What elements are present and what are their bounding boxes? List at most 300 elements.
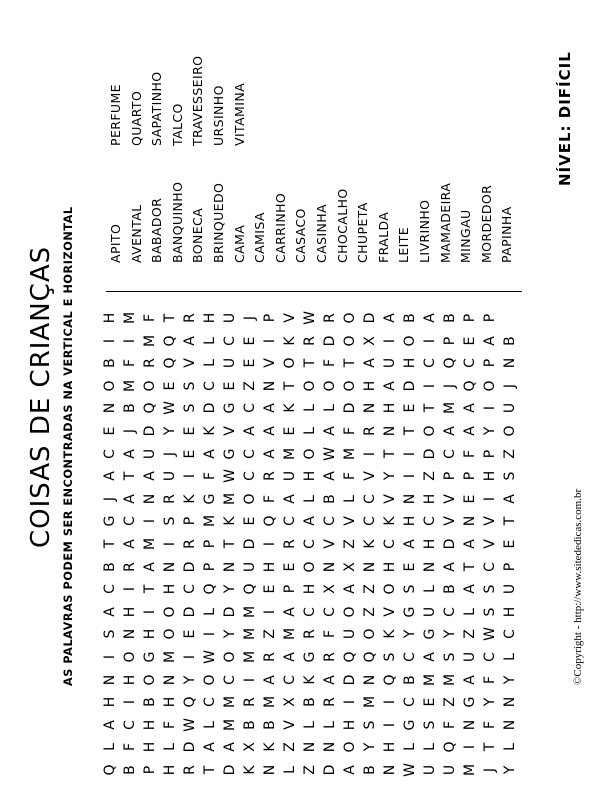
grid-letter[interactable]: N <box>502 357 518 369</box>
grid-letter[interactable]: F <box>142 313 158 323</box>
grid-letter[interactable]: R <box>262 471 278 482</box>
grid-letter[interactable]: M <box>222 492 238 505</box>
grid-letter[interactable]: H <box>402 516 418 527</box>
grid-letter[interactable]: I <box>242 677 258 682</box>
grid-letter[interactable]: H <box>502 606 518 618</box>
grid-letter[interactable]: D <box>402 380 418 392</box>
grid-letter[interactable]: O <box>282 357 298 369</box>
grid-letter[interactable]: E <box>102 426 118 436</box>
grid-letter[interactable]: C <box>482 652 498 662</box>
grid-letter[interactable]: X <box>362 335 378 346</box>
grid-letter[interactable]: Q <box>102 764 118 776</box>
grid-letter[interactable]: F <box>482 720 498 729</box>
grid-letter[interactable]: L <box>422 585 438 594</box>
grid-letter[interactable]: C <box>422 358 438 369</box>
grid-letter[interactable]: P <box>462 471 478 481</box>
grid-letter[interactable]: L <box>462 607 478 616</box>
grid-letter[interactable]: O <box>162 628 178 640</box>
grid-letter[interactable]: V <box>282 720 298 730</box>
grid-letter[interactable]: C <box>322 516 338 527</box>
grid-letter[interactable]: T <box>122 471 138 481</box>
grid-letter[interactable]: A <box>282 494 298 504</box>
grid-letter[interactable]: C <box>482 561 498 572</box>
grid-letter[interactable]: P <box>482 313 498 323</box>
grid-letter[interactable]: I <box>402 451 418 456</box>
grid-letter[interactable]: H <box>382 561 398 572</box>
grid-letter[interactable]: Z <box>302 765 318 775</box>
grid-letter[interactable]: T <box>142 584 158 594</box>
grid-letter[interactable]: M <box>222 718 238 731</box>
grid-letter[interactable]: Y <box>402 630 418 639</box>
grid-letter[interactable]: N <box>462 719 478 731</box>
grid-letter[interactable]: K <box>282 336 298 346</box>
grid-letter[interactable]: E <box>462 336 478 346</box>
grid-letter[interactable]: N <box>102 403 118 414</box>
grid-letter[interactable]: N <box>142 493 158 505</box>
grid-letter[interactable]: U <box>162 471 178 482</box>
grid-letter[interactable]: U <box>382 358 398 369</box>
grid-letter[interactable]: V <box>342 516 358 527</box>
grid-letter[interactable]: C <box>102 448 118 459</box>
grid-letter[interactable]: H <box>402 357 418 369</box>
grid-letter[interactable]: D <box>322 764 338 776</box>
grid-letter[interactable]: D <box>222 606 238 618</box>
grid-letter[interactable]: R <box>302 629 318 640</box>
grid-letter[interactable]: B <box>442 584 458 594</box>
grid-letter[interactable]: H <box>422 493 438 505</box>
grid-letter[interactable]: H <box>162 764 178 776</box>
grid-letter[interactable]: A <box>282 652 298 662</box>
grid-letter[interactable]: G <box>462 696 478 708</box>
grid-letter[interactable]: A <box>422 652 438 662</box>
grid-letter[interactable]: F <box>322 630 338 639</box>
grid-letter[interactable]: R <box>322 652 338 662</box>
grid-letter[interactable]: L <box>322 720 338 729</box>
grid-letter[interactable]: U <box>342 629 358 640</box>
grid-letter[interactable]: S <box>162 516 178 526</box>
grid-letter[interactable]: M <box>282 447 298 460</box>
grid-letter[interactable]: V <box>442 516 458 527</box>
grid-letter[interactable]: C <box>502 629 518 640</box>
grid-letter[interactable]: B <box>122 765 138 775</box>
grid-letter[interactable]: N <box>322 561 338 572</box>
grid-letter[interactable]: Q <box>242 583 258 595</box>
grid-letter[interactable]: C <box>242 448 258 459</box>
grid-letter[interactable]: U <box>422 606 438 617</box>
grid-letter[interactable]: Q <box>342 651 358 663</box>
grid-letter[interactable]: D <box>242 538 258 550</box>
grid-letter[interactable]: V <box>282 313 298 323</box>
grid-letter[interactable]: I <box>482 406 498 411</box>
grid-letter[interactable]: G <box>222 402 238 414</box>
grid-letter[interactable]: R <box>242 697 258 708</box>
grid-letter[interactable]: I <box>102 654 118 660</box>
grid-letter[interactable]: O <box>202 674 218 686</box>
grid-letter[interactable]: B <box>262 720 278 730</box>
grid-letter[interactable]: W <box>202 650 218 664</box>
grid-letter[interactable]: Q <box>182 696 198 708</box>
grid-letter[interactable]: O <box>482 380 498 392</box>
grid-letter[interactable]: M <box>362 696 378 709</box>
grid-letter[interactable]: P <box>442 471 458 481</box>
grid-letter[interactable]: O <box>342 606 358 618</box>
grid-letter[interactable]: L <box>342 494 358 503</box>
grid-letter[interactable]: M <box>122 379 138 392</box>
grid-letter[interactable]: P <box>282 584 298 594</box>
grid-letter[interactable]: N <box>222 561 238 572</box>
grid-letter[interactable]: A <box>342 584 358 594</box>
grid-letter[interactable]: L <box>502 653 518 661</box>
grid-letter[interactable]: C <box>362 493 378 504</box>
grid-letter[interactable]: A <box>442 426 458 436</box>
grid-letter[interactable]: B <box>402 674 418 685</box>
grid-letter[interactable]: H <box>262 561 278 572</box>
grid-letter[interactable]: C <box>322 606 338 617</box>
grid-letter[interactable]: V <box>482 539 498 549</box>
grid-letter[interactable]: A <box>462 426 478 436</box>
grid-letter[interactable]: F <box>122 359 138 368</box>
grid-letter[interactable]: G <box>422 628 438 640</box>
grid-letter[interactable]: A <box>182 335 198 346</box>
grid-letter[interactable]: H <box>382 403 398 414</box>
grid-letter[interactable]: S <box>102 629 118 639</box>
grid-letter[interactable]: F <box>202 472 218 481</box>
grid-letter[interactable]: T <box>102 539 118 549</box>
grid-letter[interactable]: T <box>282 381 298 391</box>
grid-letter[interactable]: G <box>202 493 218 505</box>
grid-letter[interactable]: A <box>122 494 138 504</box>
grid-letter[interactable]: N <box>382 425 398 437</box>
grid-letter[interactable]: Y <box>362 743 378 752</box>
grid-letter[interactable]: T <box>422 404 438 413</box>
grid-letter[interactable]: P <box>482 358 498 368</box>
grid-letter[interactable]: L <box>302 494 318 503</box>
grid-letter[interactable]: P <box>442 336 458 345</box>
grid-letter[interactable]: X <box>282 697 298 707</box>
grid-letter[interactable]: N <box>262 380 278 392</box>
grid-letter[interactable]: R <box>302 335 318 346</box>
grid-letter[interactable]: Y <box>222 630 238 639</box>
grid-letter[interactable]: K <box>222 516 238 526</box>
grid-letter[interactable]: K <box>202 426 218 436</box>
grid-letter[interactable]: A <box>382 381 398 391</box>
grid-letter[interactable]: W <box>222 469 238 484</box>
grid-letter[interactable]: M <box>462 763 478 777</box>
grid-letter[interactable]: Q <box>162 357 178 369</box>
grid-letter[interactable]: B <box>242 720 258 730</box>
grid-letter[interactable]: M <box>142 537 158 551</box>
grid-letter[interactable]: B <box>402 313 418 323</box>
grid-letter[interactable]: G <box>102 515 118 527</box>
grid-letter[interactable]: C <box>442 606 458 617</box>
grid-letter[interactable]: X <box>342 561 358 572</box>
grid-letter[interactable]: E <box>182 449 198 459</box>
grid-letter[interactable]: D <box>362 312 378 324</box>
grid-letter[interactable]: A <box>442 561 458 572</box>
grid-letter[interactable]: F <box>342 472 358 481</box>
grid-letter[interactable]: X <box>322 584 338 594</box>
grid-letter[interactable]: I <box>162 541 178 547</box>
grid-letter[interactable]: A <box>462 584 478 594</box>
grid-letter[interactable]: A <box>502 494 518 504</box>
grid-letter[interactable]: C <box>282 516 298 527</box>
grid-letter[interactable]: I <box>182 654 198 660</box>
grid-letter[interactable]: E <box>462 494 478 504</box>
grid-letter[interactable]: B <box>302 697 318 707</box>
grid-letter[interactable]: Y <box>442 630 458 639</box>
grid-letter[interactable]: Y <box>502 675 518 684</box>
grid-letter[interactable]: T <box>462 562 478 571</box>
grid-letter[interactable]: H <box>122 606 138 618</box>
grid-letter[interactable]: R <box>262 652 278 662</box>
grid-letter[interactable]: F <box>162 720 178 729</box>
grid-letter[interactable]: A <box>482 335 498 346</box>
grid-letter[interactable]: N <box>402 493 418 505</box>
grid-letter[interactable]: N <box>502 696 518 708</box>
grid-letter[interactable]: M <box>242 650 258 664</box>
grid-letter[interactable]: A <box>462 403 478 414</box>
grid-letter[interactable]: X <box>242 742 258 753</box>
grid-letter[interactable]: I <box>402 474 418 479</box>
grid-letter[interactable]: Q <box>262 515 278 527</box>
grid-letter[interactable]: Y <box>162 426 178 436</box>
grid-letter[interactable]: U <box>142 448 158 459</box>
grid-letter[interactable]: E <box>162 381 178 391</box>
grid-letter[interactable]: C <box>282 674 298 685</box>
grid-letter[interactable]: R <box>182 539 198 549</box>
grid-letter[interactable]: V <box>382 494 398 504</box>
grid-letter[interactable]: F <box>322 359 338 368</box>
grid-letter[interactable]: L <box>202 336 218 345</box>
grid-letter[interactable]: Y <box>502 765 518 775</box>
grid-letter[interactable]: A <box>202 448 218 459</box>
grid-letter[interactable]: I <box>262 609 278 614</box>
grid-letter[interactable]: C <box>122 719 138 730</box>
grid-letter[interactable]: O <box>402 335 418 347</box>
grid-letter[interactable]: U <box>222 358 238 369</box>
grid-letter[interactable]: S <box>482 607 498 617</box>
grid-letter[interactable]: U <box>422 764 438 776</box>
grid-letter[interactable]: G <box>402 719 418 731</box>
grid-letter[interactable]: I <box>362 451 378 456</box>
grid-letter[interactable]: J <box>162 451 178 456</box>
grid-letter[interactable]: H <box>102 696 118 708</box>
grid-letter[interactable]: E <box>282 562 298 572</box>
grid-letter[interactable]: E <box>262 584 278 594</box>
grid-letter[interactable]: D <box>202 403 218 414</box>
grid-letter[interactable]: D <box>182 742 198 753</box>
grid-letter[interactable]: U <box>282 471 298 482</box>
grid-letter[interactable]: D <box>322 335 338 346</box>
grid-letter[interactable]: A <box>202 742 218 753</box>
grid-letter[interactable]: N <box>262 764 278 776</box>
grid-letter[interactable]: A <box>322 471 338 481</box>
grid-letter[interactable]: T <box>162 313 178 323</box>
grid-letter[interactable]: F <box>262 494 278 503</box>
grid-letter[interactable]: V <box>222 426 238 436</box>
grid-letter[interactable]: I <box>202 632 218 637</box>
grid-letter[interactable]: N <box>162 561 178 572</box>
grid-letter[interactable]: M <box>222 696 238 709</box>
grid-letter[interactable]: I <box>382 700 398 705</box>
grid-letter[interactable]: R <box>362 426 378 436</box>
grid-letter[interactable]: M <box>442 402 458 415</box>
grid-letter[interactable]: G <box>142 651 158 663</box>
grid-letter[interactable]: P <box>182 517 198 526</box>
grid-letter[interactable]: N <box>122 629 138 640</box>
grid-letter[interactable]: T <box>402 426 418 436</box>
grid-letter[interactable]: J <box>502 383 518 388</box>
grid-letter[interactable]: C <box>202 697 218 708</box>
grid-letter[interactable]: U <box>502 584 518 595</box>
grid-letter[interactable]: I <box>382 338 398 343</box>
grid-letter[interactable]: K <box>302 675 318 685</box>
grid-letter[interactable]: L <box>162 743 178 752</box>
grid-letter[interactable]: B <box>122 403 138 414</box>
grid-letter[interactable]: O <box>422 425 438 437</box>
grid-letter[interactable]: A <box>342 765 358 775</box>
grid-letter[interactable]: C <box>182 584 198 595</box>
grid-letter[interactable]: J <box>122 428 138 434</box>
grid-letter[interactable]: L <box>202 359 218 368</box>
grid-letter[interactable]: Z <box>502 448 518 459</box>
grid-letter[interactable]: V <box>442 494 458 504</box>
grid-letter[interactable]: M <box>262 696 278 709</box>
grid-letter[interactable]: Z <box>362 584 378 594</box>
grid-letter[interactable]: A <box>262 426 278 436</box>
grid-letter[interactable]: T <box>382 449 398 458</box>
grid-letter[interactable]: Q <box>462 380 478 392</box>
grid-letter[interactable]: A <box>382 313 398 323</box>
grid-letter[interactable]: M <box>142 334 158 347</box>
grid-letter[interactable]: M <box>122 311 138 325</box>
grid-letter[interactable]: I <box>462 745 478 750</box>
grid-letter[interactable]: H <box>102 312 118 324</box>
grid-letter[interactable]: N <box>502 719 518 731</box>
grid-letter[interactable]: M <box>242 605 258 618</box>
grid-letter[interactable]: C <box>242 471 258 482</box>
grid-letter[interactable]: C <box>402 652 418 662</box>
grid-letter[interactable]: R <box>182 765 198 775</box>
grid-letter[interactable]: K <box>362 539 378 549</box>
grid-letter[interactable]: L <box>302 720 318 729</box>
grid-letter[interactable]: Q <box>162 335 178 347</box>
grid-letter[interactable]: B <box>322 494 338 504</box>
grid-letter[interactable]: I <box>422 383 438 388</box>
grid-letter[interactable]: E <box>182 426 198 436</box>
grid-letter[interactable]: H <box>422 538 438 550</box>
grid-letter[interactable]: G <box>222 448 238 460</box>
grid-letter[interactable]: W <box>322 446 338 461</box>
grid-letter[interactable]: I <box>122 587 138 592</box>
grid-letter[interactable]: C <box>242 403 258 414</box>
grid-letter[interactable]: V <box>382 607 398 617</box>
grid-letter[interactable]: D <box>182 561 198 572</box>
grid-letter[interactable]: L <box>422 743 438 752</box>
grid-letter[interactable]: U <box>442 764 458 776</box>
grid-letter[interactable]: V <box>362 471 378 481</box>
grid-letter[interactable]: Z <box>442 697 458 707</box>
grid-letter[interactable]: F <box>342 426 358 436</box>
grid-letter[interactable]: C <box>402 697 418 708</box>
grid-letter[interactable]: B <box>102 561 118 572</box>
grid-letter[interactable]: W <box>402 763 418 777</box>
grid-letter[interactable]: H <box>162 583 178 595</box>
grid-letter[interactable]: G <box>402 606 418 618</box>
grid-letter[interactable]: U <box>502 403 518 414</box>
grid-letter[interactable]: I <box>142 519 158 524</box>
grid-letter[interactable]: I <box>102 338 118 343</box>
grid-letter[interactable]: I <box>342 700 358 705</box>
grid-letter[interactable]: C <box>302 606 318 617</box>
grid-letter[interactable]: W <box>182 717 198 732</box>
grid-letter[interactable]: Z <box>242 381 258 391</box>
grid-letter[interactable]: R <box>322 697 338 708</box>
grid-letter[interactable]: Y <box>222 584 238 594</box>
grid-letter[interactable]: M <box>282 628 298 641</box>
grid-letter[interactable]: C <box>382 539 398 549</box>
grid-letter[interactable]: R <box>322 313 338 323</box>
grid-letter[interactable]: S <box>482 584 498 594</box>
grid-letter[interactable]: I <box>122 338 138 343</box>
grid-letter[interactable]: A <box>322 426 338 436</box>
grid-letter[interactable]: L <box>402 743 418 752</box>
grid-letter[interactable]: A <box>242 426 258 436</box>
grid-letter[interactable]: E <box>422 697 438 707</box>
grid-letter[interactable]: C <box>102 584 118 595</box>
grid-letter[interactable]: O <box>302 380 318 392</box>
grid-letter[interactable]: A <box>142 471 158 481</box>
grid-letter[interactable]: L <box>302 404 318 413</box>
grid-letter[interactable]: O <box>342 741 358 753</box>
grid-letter[interactable]: O <box>102 380 118 392</box>
grid-letter[interactable]: S <box>422 720 438 730</box>
grid-letter[interactable]: O <box>342 380 358 392</box>
grid-letter[interactable]: P <box>262 313 278 323</box>
grid-letter[interactable]: B <box>142 697 158 707</box>
grid-letter[interactable]: T <box>342 358 358 368</box>
grid-letter[interactable]: K <box>262 742 278 752</box>
grid-letter[interactable]: V <box>262 358 278 368</box>
grid-letter[interactable]: V <box>322 539 338 549</box>
grid-letter[interactable]: E <box>402 562 418 572</box>
grid-letter[interactable]: I <box>382 722 398 727</box>
grid-letter[interactable]: J <box>242 315 258 321</box>
grid-letter[interactable]: L <box>502 743 518 752</box>
grid-letter[interactable]: Q <box>362 651 378 663</box>
grid-letter[interactable]: L <box>202 607 218 616</box>
grid-letter[interactable]: S <box>502 471 518 481</box>
grid-letter[interactable]: S <box>402 584 418 594</box>
grid-letter[interactable]: E <box>242 358 258 368</box>
grid-letter[interactable]: A <box>122 448 138 459</box>
grid-letter[interactable]: A <box>262 674 278 685</box>
grid-letter[interactable]: T <box>202 765 218 775</box>
grid-letter[interactable]: H <box>162 696 178 708</box>
grid-letter[interactable]: A <box>122 539 138 549</box>
grid-letter[interactable]: E <box>222 381 238 391</box>
grid-letter[interactable]: T <box>502 517 518 526</box>
grid-letter[interactable]: C <box>222 335 238 346</box>
grid-letter[interactable]: C <box>122 516 138 527</box>
grid-letter[interactable]: O <box>122 651 138 663</box>
grid-letter[interactable]: C <box>422 516 438 527</box>
grid-letter[interactable]: H <box>142 719 158 731</box>
grid-letter[interactable]: Q <box>442 741 458 753</box>
grid-letter[interactable]: A <box>302 516 318 527</box>
grid-letter[interactable]: M <box>162 650 178 664</box>
grid-letter[interactable]: A <box>102 720 118 730</box>
